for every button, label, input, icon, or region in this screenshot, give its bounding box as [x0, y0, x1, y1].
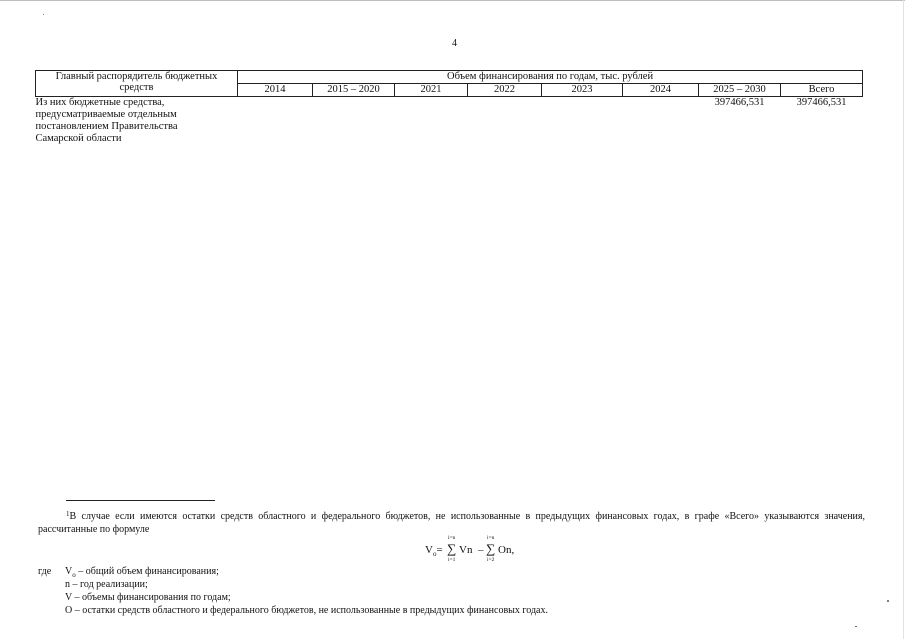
- table-cell: [395, 97, 468, 154]
- header-distributor: Главный распорядитель бюджетных средств: [36, 71, 238, 97]
- legend-where: где: [38, 566, 52, 577]
- col-header: 2024: [623, 84, 699, 97]
- sum2-sigma-icon: ∑: [486, 541, 496, 556]
- col-header: Всего: [781, 84, 863, 97]
- table-cell: [542, 97, 623, 154]
- table-cell: [313, 97, 395, 154]
- col-header: 2023: [542, 84, 623, 97]
- header-financing-group: Объем финансирования по годам, тыс. рублей: [238, 71, 863, 84]
- row-label-line: предусматриваемые отдельным: [35, 109, 177, 120]
- table-cell-total-2025-2030: 397466,531: [714, 97, 765, 108]
- row-label-line: Самарской области: [35, 133, 122, 144]
- col-header: 2014: [238, 84, 313, 97]
- col-header: 2025 – 2030: [699, 84, 781, 97]
- col-header: 2015 – 2020: [313, 84, 395, 97]
- legend-item: n – год реализации;: [65, 579, 148, 590]
- row-label-line: Из них бюджетные средства,: [35, 97, 165, 108]
- footnote-marker: 1: [66, 510, 70, 518]
- footnote: [38, 508, 865, 536]
- page-right-edge: [903, 0, 904, 639]
- scan-speck: [43, 14, 44, 15]
- page-number: 4: [452, 38, 457, 49]
- formula-term2: On,: [498, 544, 515, 556]
- table-cell: [238, 97, 313, 154]
- row-label: [36, 97, 238, 154]
- legend-item: V – объемы финансирования по годам;: [65, 592, 231, 603]
- formula-lhs: $V_o=$: [425, 544, 443, 559]
- footnote-text: В случае если имеются остатки средств областного и федерального бюджетов, не использованные в предыдущих финансовых годах, в графе «Всего» указываются значения, рассчитанные по формуле: [38, 511, 865, 535]
- col-header: 2021: [395, 84, 468, 97]
- sum1-upper-limit: i=n: [448, 535, 456, 541]
- legend-item: $V_о$ – общий объем финансирования;: [65, 566, 219, 579]
- page-top-edge: [0, 0, 905, 1]
- col-header: 2022: [468, 84, 542, 97]
- formula-equals: =: [436, 544, 443, 556]
- legend-item: O – остатки средств областного и федерального бюджетов, не использованные в предыдущих финансовых годах.: [65, 605, 548, 616]
- footnote-separator: [66, 500, 215, 501]
- financing-table: [35, 70, 863, 153]
- formula-minus: –: [478, 544, 484, 556]
- sum2-lower-limit: i=2: [487, 557, 495, 563]
- row-label-line: постановлением Правительства: [35, 121, 178, 132]
- scan-speck: [887, 600, 889, 602]
- sum1-lower-limit: i=1: [448, 557, 456, 563]
- formula-term1: Vn: [459, 544, 473, 556]
- table-cell: [468, 97, 542, 154]
- scan-speck: [855, 626, 857, 627]
- formula: [425, 534, 545, 564]
- sum1-sigma-icon: ∑: [447, 541, 457, 556]
- table-cell: [623, 97, 699, 154]
- formula-lhs-sub: o: [432, 550, 437, 559]
- table-row: [36, 97, 863, 154]
- table-cell-total: 397466,531: [796, 97, 847, 108]
- sum2-upper-limit: i=n: [487, 535, 495, 541]
